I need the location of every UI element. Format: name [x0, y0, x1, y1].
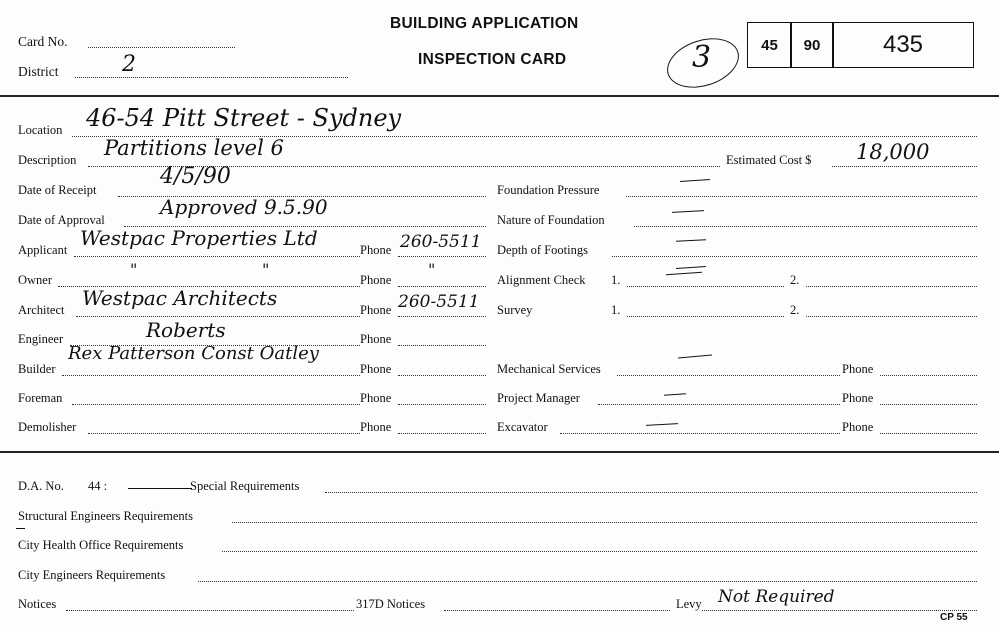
- number-box-1-text: 45: [761, 36, 778, 54]
- structural-requirements-label: Structural Engineers Requirements: [18, 509, 193, 523]
- engineer-phone-label: Phone: [360, 332, 392, 346]
- excavator-dash: [646, 423, 678, 426]
- demolisher-line: [88, 433, 360, 434]
- estimated-cost-value: 18,000: [856, 140, 930, 164]
- mechanical-label: Mechanical Services: [497, 362, 601, 376]
- date-receipt-label: Date of Receipt: [18, 183, 97, 197]
- architect-phone-line: [398, 316, 486, 317]
- city-engineers-requirements-label: City Engineers Requirements: [18, 568, 166, 582]
- builder-phone-label: Phone: [360, 362, 392, 376]
- da-no-label: D.A. No.: [18, 479, 64, 493]
- mechanical-dash: [678, 355, 712, 359]
- excavator-line: [560, 433, 840, 434]
- city-engineers-requirements-line: [198, 581, 977, 582]
- special-requirements-label: Special Requirements: [190, 479, 300, 493]
- alignment-check-label: Alignment Check: [497, 273, 586, 287]
- number-box-main-text: 435: [882, 31, 924, 58]
- alignment-dash-2: [666, 272, 702, 276]
- foreman-phone-label: Phone: [360, 391, 392, 405]
- circled-mark-value: 3: [692, 40, 712, 75]
- owner-phone-line: [398, 286, 486, 287]
- number-box-main: [832, 22, 974, 68]
- special-requirements-line: [325, 492, 977, 493]
- demolisher-phone-line: [398, 433, 486, 434]
- mechanical-phone-line: [880, 375, 977, 376]
- survey-label: Survey: [497, 303, 533, 317]
- card-no-line: [88, 47, 235, 48]
- health-requirements-line: [222, 551, 977, 552]
- applicant-label: Applicant: [18, 243, 68, 257]
- engineer-value: Roberts: [146, 318, 226, 342]
- architect-label: Architect: [18, 303, 65, 317]
- form-title-line1: BUILDING APPLICATION: [390, 15, 579, 32]
- card-no-label: Card No.: [18, 34, 68, 49]
- builder-label: Builder: [18, 362, 56, 376]
- owner-phone-value: ": [428, 260, 436, 279]
- foundation-pressure-label: Foundation Pressure: [497, 183, 600, 197]
- health-requirements-label: City Health Office Requirements: [18, 538, 184, 552]
- notices-317d-line: [444, 610, 670, 611]
- depth-footings-line: [612, 256, 977, 257]
- engineer-phone-line: [398, 345, 486, 346]
- header-divider: [0, 95, 999, 97]
- architect-value: Westpac Architects: [82, 286, 278, 310]
- engineer-label: Engineer: [18, 332, 64, 346]
- estimated-cost-label: Estimated Cost $: [726, 153, 812, 167]
- depth-footings-label: Depth of Footings: [497, 243, 588, 257]
- architect-phone-label: Phone: [360, 303, 392, 317]
- foreman-line: [72, 404, 360, 405]
- builder-line: [62, 375, 360, 376]
- survey-line-2: [806, 316, 977, 317]
- builder-value: Rex Patterson Const Oatley: [68, 343, 319, 364]
- owner-value: ": [130, 260, 138, 279]
- mechanical-line: [617, 375, 840, 376]
- foundation-pressure-dash: [680, 179, 710, 182]
- levy-value: Not Required: [718, 587, 835, 607]
- owner-value-2: ": [262, 260, 270, 279]
- district-value: 2: [122, 52, 136, 77]
- project-manager-dash: [664, 393, 686, 396]
- description-value: Partitions level 6: [104, 136, 284, 160]
- architect-line: [76, 316, 360, 317]
- demolisher-label: Demolisher: [18, 420, 77, 434]
- survey-num-2: 2.: [790, 303, 800, 317]
- form-code: CP 55: [940, 612, 968, 623]
- da-no-value: 44 :: [88, 479, 108, 493]
- applicant-line: [74, 256, 360, 257]
- alignment-num-1: 1.: [611, 273, 621, 287]
- form-title-line2: INSPECTION CARD: [418, 51, 567, 68]
- description-label: Description: [18, 153, 77, 167]
- details-divider: [0, 451, 999, 453]
- owner-phone-label: Phone: [360, 273, 392, 287]
- notices-317d-label: 317D Notices: [356, 597, 426, 611]
- excavator-phone-line: [880, 433, 977, 434]
- district-label: District: [18, 64, 59, 79]
- applicant-phone-label: Phone: [360, 243, 392, 257]
- location-label: Location: [18, 123, 63, 137]
- foreman-phone-line: [398, 404, 486, 405]
- number-box-1: [747, 22, 792, 68]
- project-manager-phone-line: [880, 404, 977, 405]
- mechanical-phone-label: Phone: [842, 362, 874, 376]
- number-box-2: [790, 22, 834, 68]
- da-no-dash: [128, 488, 192, 489]
- excavator-phone-label: Phone: [842, 420, 874, 434]
- levy-line: [702, 610, 977, 611]
- alignment-dash-1: [676, 266, 706, 269]
- applicant-phone-value: 260-5511: [400, 232, 482, 252]
- foreman-label: Foreman: [18, 391, 63, 405]
- survey-line-1: [627, 316, 784, 317]
- owner-label: Owner: [18, 273, 53, 287]
- nature-foundation-dash: [672, 210, 704, 213]
- applicant-value: Westpac Properties Ltd: [80, 226, 318, 250]
- project-manager-line: [598, 404, 840, 405]
- location-value: 46-54 Pitt Street - Sydney: [86, 104, 402, 132]
- date-receipt-value: 4/5/90: [160, 164, 231, 189]
- demolisher-phone-label: Phone: [360, 420, 392, 434]
- date-approval-value: Approved 9.5.90: [160, 195, 328, 219]
- levy-label: Levy: [676, 597, 702, 611]
- architect-phone-value: 260-5511: [398, 292, 480, 312]
- alignment-line-1: [627, 286, 784, 287]
- nature-foundation-label: Nature of Foundation: [497, 213, 605, 227]
- project-manager-phone-label: Phone: [842, 391, 874, 405]
- district-line: [75, 77, 348, 78]
- alignment-num-2: 2.: [790, 273, 800, 287]
- structural-requirements-line: [232, 522, 977, 523]
- number-box-2-text: 90: [803, 36, 821, 54]
- notices-line: [66, 610, 354, 611]
- foundation-pressure-line: [626, 196, 977, 197]
- excavator-label: Excavator: [497, 420, 548, 434]
- depth-footings-dash: [676, 239, 706, 242]
- alignment-line-2: [806, 286, 977, 287]
- estimated-cost-line: [832, 166, 977, 167]
- project-manager-label: Project Manager: [497, 391, 580, 405]
- builder-phone-line: [398, 375, 486, 376]
- margin-tick: [16, 528, 25, 529]
- date-approval-label: Date of Approval: [18, 213, 105, 227]
- nature-foundation-line: [634, 226, 977, 227]
- survey-num-1: 1.: [611, 303, 621, 317]
- applicant-phone-line: [398, 256, 486, 257]
- notices-label: Notices: [18, 597, 57, 611]
